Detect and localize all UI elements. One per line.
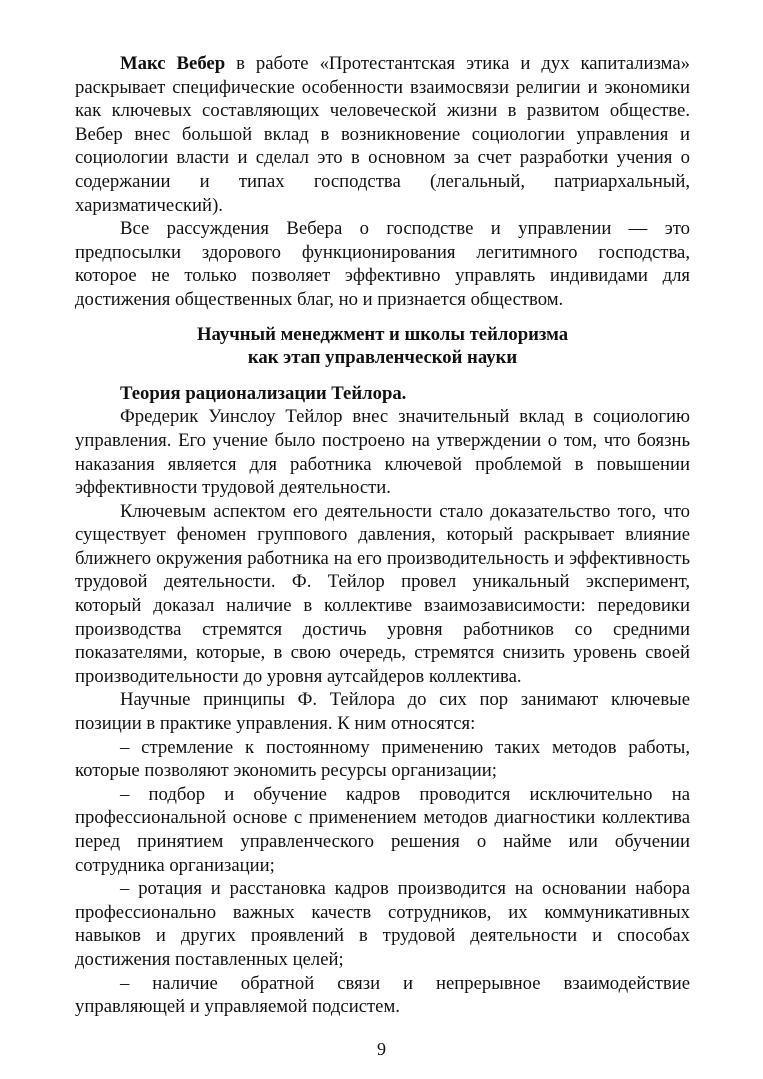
- page-number: 9: [377, 1039, 386, 1059]
- page-body: [75, 52, 690, 1019]
- paragraph-weber-intro: [75, 52, 690, 217]
- list-item: – подбор и обучение кадров проводится исключительно на профессиональной основе с применением методов диагностики коллектива перед принятием управленческого решения о найме или обучении сотрудника организации;: [75, 783, 690, 876]
- paragraph-taylor-principles: Научные принципы Ф. Тейлора до сих пор занимают ключевые позиции в практике управления. К ним относятся:: [75, 689, 690, 735]
- section-heading: [75, 323, 690, 370]
- paragraph-weber-intro-text: в работе «Протестантская этика и дух капитализма» раскрывает специфические особенности взаимосвязи религии и экономики как ключевых составляющих человеческой жизни в развитом обществе. Вебер внес большой вклад в возникновение социологии управления и социологии власти и сделал это в основном за счет разработки учения о содержании и типах господства (легальный, патриархальный, харизматический).: [75, 53, 690, 216]
- list-item: – стремление к постоянному применению таких методов работы, которые позволяют экономить ресурсы организации;: [75, 736, 690, 782]
- paragraph-weber-domination: Все рассуждения Вебера о господстве и управлении — это предпосылки здорового функционирования легитимного господства, которое не только позволяет эффективно управлять индивидами для достижения общественных благ, но и признается обществом.: [75, 218, 690, 310]
- paragraph-taylor-contribution: Фредерик Уинслоу Тейлор внес значительный вклад в социологию управления. Его учение было построено на утверждении о том, что боязнь наказания является для работника ключевой проблемой в повышении эффективности трудовой деятельности.: [75, 406, 690, 499]
- list-item: – наличие обратной связи и непрерывное взаимодействие управляющей и управляемой подсистем.: [75, 972, 690, 1018]
- subheading-taylor-theory: Теория рационализации Тейлора.: [120, 382, 407, 404]
- section-heading-line-1: Научный менеджмент и школы тейлоризма: [196, 323, 569, 345]
- paragraph-lead-name: Макс Вебер: [120, 53, 226, 74]
- list-item: – ротация и расстановка кадров производится на основании набора профессионально важных качеств сотрудников, их коммуникативных навыков и других проявлений в трудовой деятельности и способах достижения поставленных целей;: [75, 878, 690, 970]
- section-heading-line-2: как этап управленческой науки: [247, 347, 518, 369]
- paragraph-group-pressure: Ключевым аспектом его деятельности стало доказательство того, что существует феномен группового давления, который раскрывает влияние ближнего окружения работника на его производительность и эффективность трудовой деятельности. Ф. Тейлор провел уникальный эксперимент, который доказал наличие в коллективе взаимозависимости: передовики производства стремятся достичь уровня работников со средними показателями, которые, в свою очередь, стремятся снизить уровень своей производительности до уровня аутсайдеров коллектива.: [75, 500, 690, 687]
